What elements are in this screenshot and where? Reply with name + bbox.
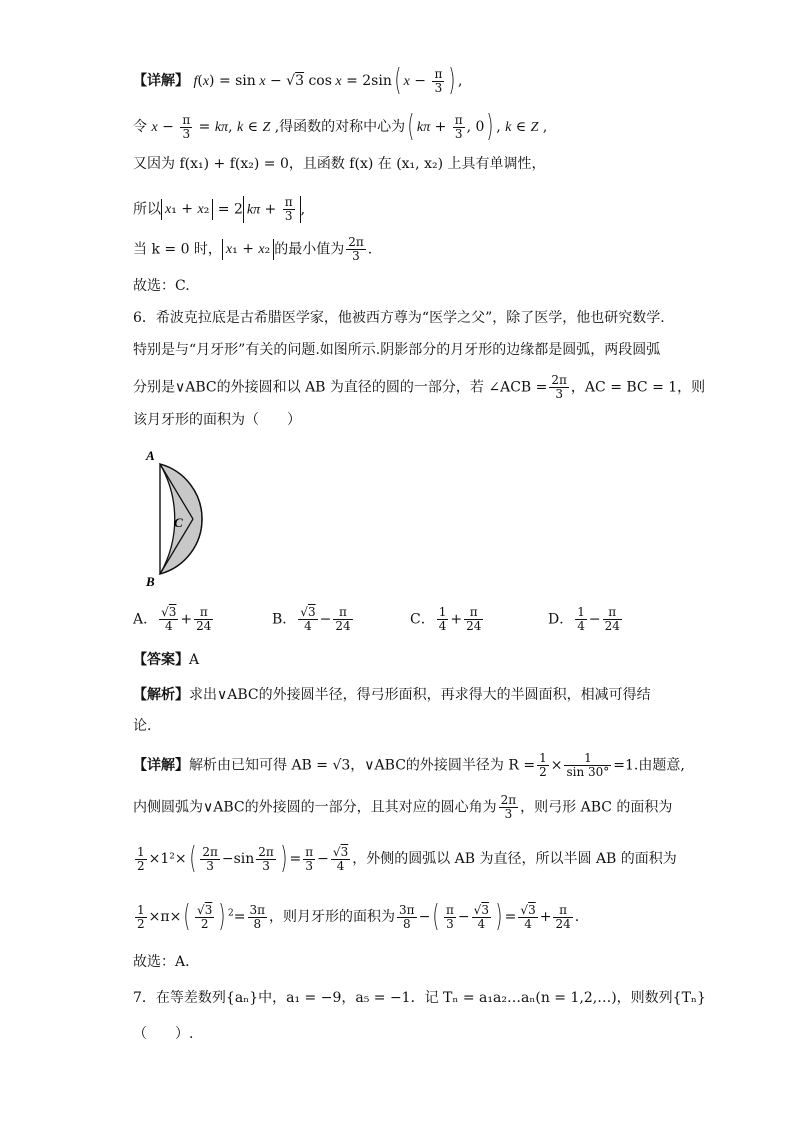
q6-line3: 分别是∨ABC的外接圆和以 AB 为直径的圆的一部分，若 ∠ACB = $\frac{2\pi}{3}$ ，AC = BC = 1，则 bbox=[133, 373, 706, 401]
label-b: B bbox=[146, 574, 155, 589]
q6-detail-1: 【详解】解析由已知可得 AB = √3，∨ABC的外接圆半径为 R = $\frac{1}{2}$ × $\frac{1}{\sin 30^\circ}$ =1.由题意, bbox=[133, 751, 685, 779]
q6-line4: 该月牙形的面积为（ ） bbox=[133, 412, 301, 428]
option-b: B． $\frac{√3}{4}$ − $\frac{\pi}{24}$ bbox=[272, 605, 351, 633]
p5-detail-line5: 当 k = 0 时， x₁ + x₂ 的最小值为 $\frac{2\pi}{3}$ . bbox=[133, 235, 373, 263]
p5-detail-line1: 【详解】 f(x) = sin x − √3 cos x = 2sin( x − $\frac{\pi}{3}$ ) , bbox=[133, 63, 463, 98]
option-a: A． $\frac{√3}{4}$ + $\frac{\pi}{24}$ bbox=[133, 605, 212, 633]
option-d: D． $\frac{1}{4}$ − $\frac{\pi}{24}$ bbox=[548, 605, 620, 633]
q7-line2: （ ）. bbox=[133, 1026, 194, 1042]
q6-line2: 特别是与“月牙形”有关的问题.如图所示.阴影部分的月牙形的边缘都是圆弧，两段圆弧 bbox=[133, 342, 661, 358]
detail-label: 【详解】 bbox=[133, 73, 189, 89]
q6-detail-4: $\frac{1}{2}$ ×π×( $\frac{√3}{2}$ ) $^2$= $\frac{3\pi}{8}$ ，则月牙形的面积为 $\frac{3\pi}{8}$ −( $\frac{\pi}{3}$ − $\frac{√3}{4}$ ) = $\frac{√3}{4}$ + $\frac{\pi}{24}$ . bbox=[137, 899, 580, 934]
crescent-figure bbox=[140, 444, 230, 589]
label-c: C bbox=[174, 515, 183, 530]
p5-detail-line4: 所以 x₁ + x₂ = 2 kπ + $\frac{\pi}{3}$ , bbox=[133, 195, 306, 223]
q6-choice: 故选：A． bbox=[133, 954, 200, 970]
q6-detail-3: $\frac{1}{2}$ ×1²×( $\frac{2\pi}{3}$ −sin $\frac{2\pi}{3}$ ) = $\frac{\pi}{3}$ − $\frac{√3}{4}$ ，外侧的圆弧以 AB 为直径，所以半圆 AB 的面积为 bbox=[137, 841, 677, 876]
q6-answer: 【答案】A bbox=[133, 652, 200, 668]
label-a: A bbox=[146, 448, 155, 463]
option-c: C． $\frac{1}{4}$ + $\frac{\pi}{24}$ bbox=[410, 605, 482, 633]
q6-line1: 6．希波克拉底是古希腊医学家，他被西方尊为“医学之父”，除了医学，他也研究数学. bbox=[133, 310, 665, 326]
p5-detail-line3: 又因为 f(x₁) + f(x₂) = 0，且函数 f(x) 在 (x₁, x₂) 上具有单调性， bbox=[133, 156, 546, 172]
q7-line1: 7．在等差数列{aₙ}中，a₁ = −9，a₅ = −1．记 Tₙ = a₁a₂…aₙ(n = 1,2,…)，则数列{Tₙ} bbox=[133, 990, 706, 1006]
q6-analysis-1: 【解析】求出∨ABC的外接圆半径，得弓形面积，再求得大的半圆面积，相减可得结 bbox=[133, 687, 651, 703]
q6-analysis-2: 论. bbox=[133, 718, 152, 734]
p5-detail-line2: 令 x − $\frac{\pi}{3}$ = kπ, k ∈ Z ,得函数的对称中心为( kπ + $\frac{\pi}{3}$ , 0) , k ∈ Z , bbox=[133, 109, 548, 144]
q6-detail-2: 内侧圆弧为∨ABC的外接圆的一部分，且其对应的圆心角为 $\frac{2\pi}{3}$ ，则弓形 ABC 的面积为 bbox=[133, 793, 673, 821]
p5-answer: 故选：C. bbox=[133, 278, 190, 294]
